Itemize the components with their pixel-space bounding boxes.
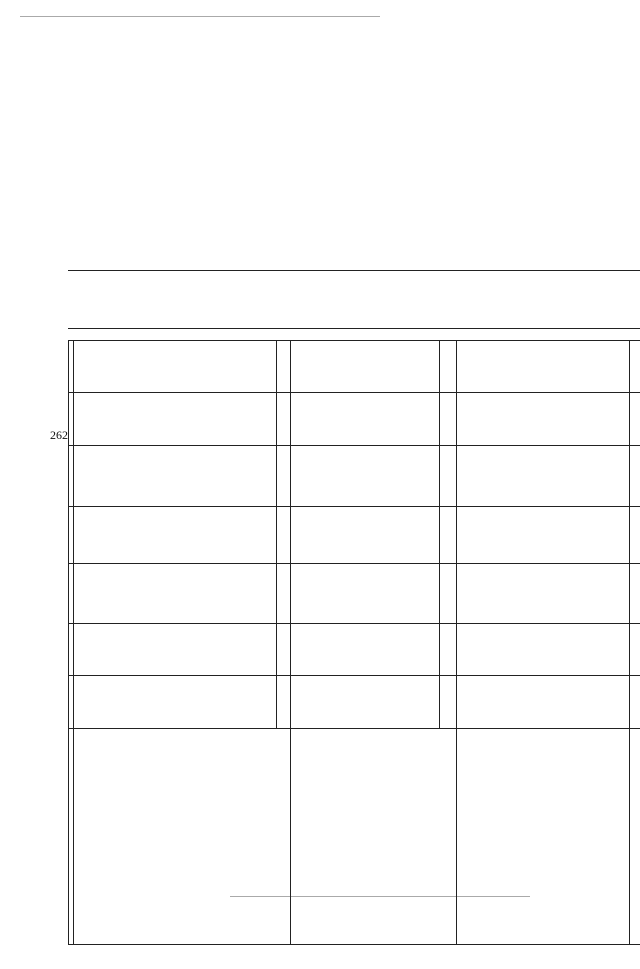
row-name — [292, 732, 454, 942]
cross-mark — [439, 564, 629, 624]
cross-mark — [439, 329, 629, 393]
row-code — [276, 624, 456, 676]
unit-label — [276, 684, 456, 729]
row-code — [439, 624, 629, 676]
cross-mark — [439, 507, 629, 564]
row-name — [458, 732, 627, 942]
cross-mark — [439, 271, 629, 329]
cross-mark — [276, 271, 456, 329]
report-table — [64, 64, 640, 969]
cross-mark — [276, 393, 456, 446]
cross-mark — [276, 329, 456, 393]
column-separator — [68, 944, 640, 945]
row-name — [631, 732, 640, 942]
unit-label — [439, 684, 629, 729]
cross-mark — [439, 446, 629, 507]
page-number: 262 — [50, 428, 68, 442]
cross-mark — [276, 446, 456, 507]
unit-label — [629, 684, 640, 729]
row-code — [629, 624, 640, 676]
cross-mark — [276, 507, 456, 564]
row-separator — [68, 341, 69, 945]
row-name — [70, 732, 288, 942]
cross-mark — [439, 393, 629, 446]
cross-mark — [276, 564, 456, 624]
rotated-table-page — [64, 0, 640, 905]
